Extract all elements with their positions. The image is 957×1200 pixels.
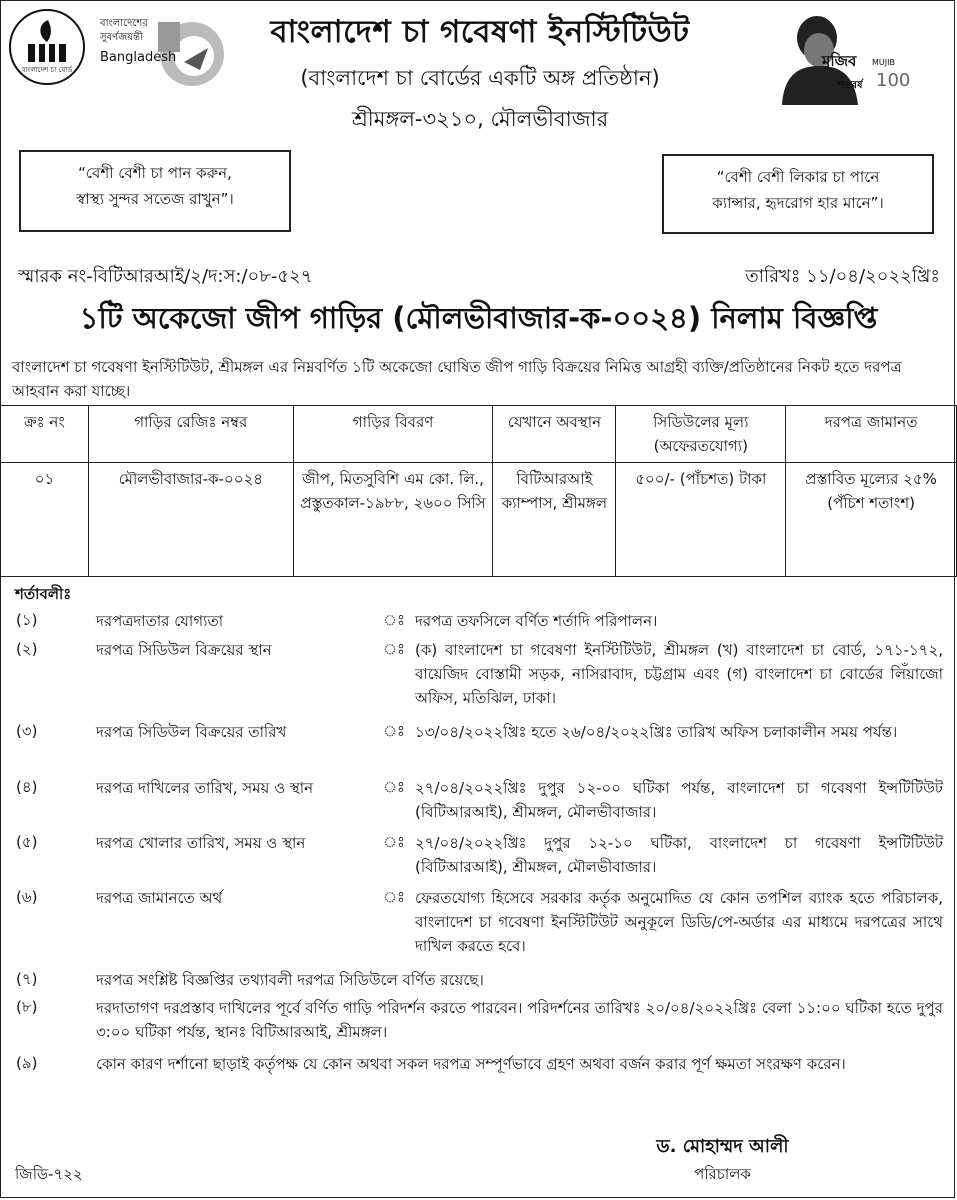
term-number: (৪)	[16, 778, 38, 796]
term-colon: ঃ	[383, 722, 406, 740]
term-colon: ঃ	[383, 640, 406, 658]
vehicle-table	[0, 405, 957, 577]
institute-address: শ্রীমঙ্গল-৩২১০, মৌলভীবাজার	[351, 107, 609, 131]
term-text: কোন কারণ দর্শানো ছাড়াই কর্তৃপক্ষ যে কোন অথবা সকল দরপত্র সম্পূর্ণভাবে গ্রহণ অথবা বর্জন করার পূর্ণ ক্ষমতা সংরক্ষণ করেন।	[96, 1055, 846, 1073]
term-number: (২)	[16, 640, 38, 658]
logo-caption: বাংলাদেশ চা বোর্ড	[21, 66, 73, 74]
gd-number: জিডি-৭২২	[15, 1165, 83, 1183]
term-value: ২৭/০৪/২০২২খ্রিঃ দুপুর ১২-০০ ঘটিকা পর্যন্ত, বাংলাদেশ চা গবেষণা ইন্সটিটিউট (বিটিআরআই), শ্রীমঙ্গল, মৌলভীবাজার।	[415, 779, 943, 821]
term-number: (৭)	[16, 970, 38, 988]
intro-paragraph: বাংলাদেশ চা গবেষণা ইনস্টিটিউট, শ্রীমঙ্গল এর নিম্নবর্ণিত ১টি অকেজো ঘোষিত জীপ গাড়ি বিক্রয়ের নিমিত্ত আগ্রহী ব্যক্তি/প্রতিষ্ঠানের নিকট হতে দরপত্র আহবান করা যাচ্ছে।	[12, 358, 902, 400]
cell-sl: ০১	[1, 463, 89, 577]
term-value: ফেরতযোগ্য হিসেবে সরকার কর্তৃক অনুমোদিত যে কোন তপশিল ব্যাংক হতে পরিচালক, বাংলাদেশ চা গবেষণা ইনস্টিটিউট অনুকূলে ডিডি/পে-অর্ডার এর মাধ্যমে দরপত্রের সাথে দাখিল করতে হবে।	[415, 889, 943, 955]
memo-number: স্মারক নং-বিটিআরআই/২/দ:স:/০৮-৫২৭	[18, 266, 313, 287]
table-row	[1, 463, 957, 577]
term-value: ২৭/০৪/২০২২খ্রিঃ দুপুর ১২-১০ ঘটিকা, বাংলাদেশ চা গবেষণা ইন্সটিটিউট (বিটিআরআই), শ্রীমঙ্গল, মৌলভীবাজার।	[415, 834, 943, 876]
table-header-row	[1, 406, 957, 463]
term-colon: ঃ	[383, 778, 406, 796]
term-colon: ঃ	[383, 611, 406, 629]
col-header-sl: ক্রঃ নং	[1, 406, 89, 463]
term-label: দরপত্রদাতার যোগ্যতা	[96, 612, 224, 630]
col-header-desc: গাড়ির বিবরণ	[293, 406, 493, 463]
signatory-title: পরিচালক	[694, 1165, 751, 1183]
col-header-reg: গাড়ির রেজিঃ নম্বর	[88, 406, 293, 463]
jubilee-line2: সুবর্ণজয়ন্তী	[100, 32, 143, 43]
term-value: দরপত্র তফসিলে বর্ণিত শর্তাদি পরিপালন।	[415, 612, 658, 630]
slogan-left	[19, 150, 291, 232]
cell-price: ৫০০/- (পাঁচশত) টাকা	[616, 463, 786, 577]
term-label: দরপত্র দাখিলের তারিখ, সময় ও স্থান	[96, 779, 314, 797]
term-number: (৮)	[16, 998, 38, 1016]
slogan-right-line1: “বেশী বেশী লিকার চা পানে	[716, 168, 880, 186]
mujib-label: মুজিব	[822, 52, 857, 70]
slogan-right	[662, 154, 934, 234]
slogan-left-line1: “বেশী বেশী চা পান করুন,	[78, 164, 232, 182]
term-label: দরপত্র জামানতে অর্থ	[96, 889, 223, 907]
term-number: (৬)	[16, 888, 38, 906]
slogan-right-line2: ক্যান্সার, হৃদরোগ হার মানে”।	[712, 194, 884, 212]
cell-reg: মৌলভীবাজার-ক-০০২৪	[88, 463, 293, 577]
institute-subtitle: (বাংলাদেশ চা বোর্ডের একটি অঙ্গ প্রতিষ্ঠান)	[300, 66, 660, 90]
term-number: (৩)	[16, 722, 38, 740]
term-text: দরদাতাগণ দরপ্রস্তাব দাখিলের পূর্বে বর্ণিত গাড়ি পরিদর্শন করতে পারবেন। পরিদর্শনের তারিখঃ ২০/০৪/২০২২খ্রিঃ বেলা ১১:০০ ঘটিকা হতে দুপুর ৩:০০ ঘটিকা পর্যন্ত, স্থানঃ বিটিআরআই, শ্রীমঙ্গল।	[96, 999, 943, 1041]
col-header-location: যেখানে অবস্থান	[493, 406, 616, 463]
term-number: (৯)	[16, 1054, 38, 1072]
mujib-en: MUJIB	[872, 58, 895, 67]
cell-location: বিটিআরআই ক্যাম্পাস, শ্রীমঙ্গল	[493, 463, 616, 577]
institute-title: বাংলাদেশ চা গবেষণা ইনস্টিটিউট	[270, 14, 690, 50]
mujib-sub: শতবর্ষ	[838, 80, 863, 91]
term-value: (ক) বাংলাদেশ চা গবেষণা ইনস্টিটিউট, শ্রীমঙ্গল (খ) বাংলাদেশ চা বোর্ড, ১৭১-১৭২, বায়েজিদ বোস্তামী সড়ক, নাসিরাবাদ, চট্টগ্রাম এবং (গ) বাংলাদেশ চা বোর্ডের লিঁয়াজো অফিস, মতিঝিল, ঢাকা।	[415, 641, 943, 707]
term-colon: ঃ	[383, 888, 406, 906]
signatory-name: ড. মোহাম্মদ আলী	[656, 1136, 789, 1157]
col-header-price: সিডিউলের মূল্য (অফেরতযোগ্য)	[616, 406, 786, 463]
term-value: ১৩/০৪/২০২২খ্রিঃ হতে ২৬/০৪/২০২২খ্রিঃ তারিখ অফিস চলাকালীন সময় পর্যন্ত।	[415, 723, 898, 741]
term-label: দরপত্র খোলার তারিখ, সময় ও স্থান	[96, 834, 306, 852]
term-label: দরপত্র সিডিউল বিক্রয়ের স্থান	[96, 641, 272, 659]
term-number: (১)	[16, 611, 38, 629]
term-colon: ঃ	[383, 833, 406, 851]
term-text: দরপত্র সংশ্লিষ্ট বিজ্ঞপ্তির তথ্যাবলী দরপত্র সিডিউলে বর্ণিত রয়েছে।	[96, 971, 484, 989]
jubilee-line1: বাংলাদেশের	[100, 18, 148, 29]
term-number: (৫)	[16, 833, 38, 851]
mujib-num: 100	[876, 70, 911, 91]
term-label: দরপত্র সিডিউল বিক্রয়ের তারিখ	[96, 723, 287, 741]
col-header-security: দরপত্র জামানত	[786, 406, 957, 463]
notice-title: ১টি অকেজো জীপ গাড়ির (মৌলভীবাজার-ক-০০২৪) নিলাম বিজ্ঞপ্তি	[79, 301, 878, 335]
slogan-left-line2: স্বাস্থ্য সুন্দর সতেজ রাখুন”।	[76, 190, 234, 208]
cell-security: প্রস্তাবিত মূল্যের ২৫% (পঁচিশ শতাংশ)	[786, 463, 957, 577]
terms-heading: শর্তাবলীঃ	[15, 585, 72, 603]
cell-desc: জীপ, মিতসুবিশি এম কো. লি., প্রস্তুতকাল-১৯৮৮, ২৬০০ সিসি	[293, 463, 493, 577]
notice-date: তারিখঃ ১১/০৪/২০২২খ্রিঃ	[745, 266, 940, 287]
jubilee-label: Bangladesh	[100, 50, 177, 65]
